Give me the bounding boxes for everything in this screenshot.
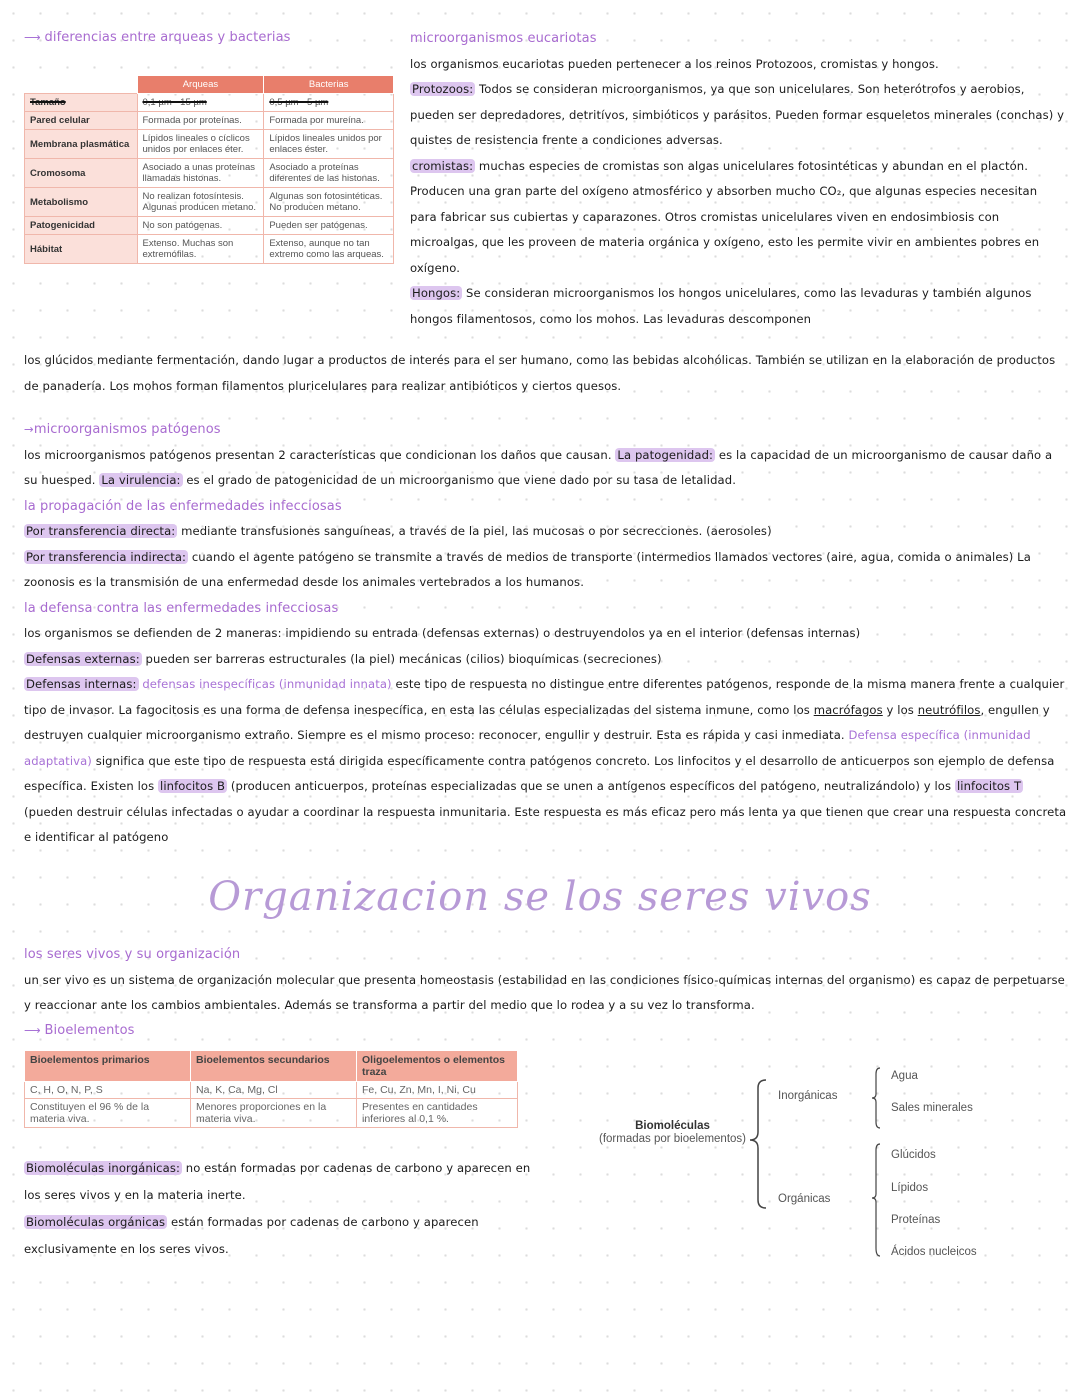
defensas-internas-label: Defensas internas:: [26, 677, 137, 691]
arrow-icon: →: [24, 422, 34, 436]
patogenos-section: [24, 417, 1069, 851]
table-row: Constituyen el 96 % de la materia viva. Menores proporciones en la materia viva. Presentes en cantidades inferiores al 0,1 %.: [25, 1099, 518, 1128]
table-header-bacterias: Bacterias: [264, 76, 394, 94]
indirecta-label: Por transferencia indirecta:: [26, 549, 187, 564]
inespecificas-label: defensas inespecíficas (inmunidad innata): [142, 677, 392, 691]
scheme-item-sales: Sales minerales: [891, 1102, 973, 1114]
arrow-icon: ⟶: [24, 1022, 41, 1037]
bioelementos-title: ⟶ Bioelementos: [24, 1022, 135, 1038]
table-header-primarios: Bioelementos primarios: [25, 1051, 191, 1082]
defensa-title: la defensa contra las enfermedades infecciosas: [24, 600, 339, 616]
page-title: Organizacion se los seres vivos: [208, 874, 872, 920]
indirecta-paragraph: Por transferencia indirecta: cuando el agente patógeno se transmite a través de medios de transporte (intermedios llamados vectores (aire, agua, comida o animales) La zoonosis es la transmisión de una enfermedad desde los animales vertebrados a los humanos.: [24, 549, 1031, 589]
table-row: Pared celular Formada por proteínas. Formada por mureína.: [25, 112, 394, 130]
cromistas-paragraph: cromistas: muchas especies de cromistas son algas unicelulares fotosintéticas y abundan en el plactón. Producen una gran parte del oxígeno atmosférico y absorben mucho CO₂, que algunas especies necesitan para fabricar sus cubiertas y caparazones. Otros cromistas unicelulares viven en endosimbiosis con microalgas, que les proveen de materia orgánica y oxígeno, esto les permite vivir en ambientes pobres en oxígeno.: [410, 158, 1040, 275]
inorganicas-paragraph: Biomoléculas inorgánicas: no están formadas por cadenas de carbono y aparecen en los seres vivos y en la materia inerte.: [24, 1161, 531, 1202]
eucariotas-title: microorganismos eucariotas: [410, 31, 597, 46]
table-header-oligoelementos: Oligoelementos o elementos traza: [357, 1051, 518, 1082]
scheme-inorganicas: Inorgánicas: [778, 1090, 838, 1102]
scheme-organicas: Orgánicas: [778, 1193, 831, 1205]
protozoos-paragraph: Protozoos: Todos se consideran microorganismos, ya que son unicelulares. Son heterótrofos y aerobios, pueden ser depredadores, detritívos, simbióticos y parásitos. Pueden formar esqueletos minerales (conchas) y quistes de resistencia frente a condiciones adversas.: [410, 82, 1065, 147]
table-row: Cromosoma Asociado a unas proteínas llamadas histonas. Asociado a proteínas diferentes de las histonas.: [25, 159, 394, 188]
table-row: Metabolismo No realizan fotosíntesis. Algunas producen metano. Algunas son fotosintéticas. No producen metano.: [25, 188, 394, 217]
defensas-externas-label: Defensas externas:: [26, 651, 140, 666]
eucariotas-intro: los organismos eucariotas pueden pertenecer a los reinos Protozoos, cromistas y hongos.: [410, 56, 939, 71]
table-row: Patogenicidad No son patógenas. Pueden ser patógenas.: [25, 217, 394, 235]
linfocitos-t-term: linfocitos T: [956, 779, 1022, 793]
table-row: Tamaño 0,1 µm - 15 µm 0,5 µm - 5 µm: [25, 94, 394, 112]
directa-label: Por transferencia directa:: [26, 524, 176, 538]
table-header-secundarios: Bioelementos secundarios: [191, 1051, 357, 1082]
seres-vivos-section: [24, 942, 1069, 1042]
hongos-paragraph: Hongos: Se consideran microorganismos los hongos unicelulares, como las levaduras y también algunos hongos filamentosos, como los mohos. Las levaduras descomponen: [410, 286, 1032, 326]
patogenidad-label: La patogenidad:: [617, 447, 714, 462]
directa-paragraph: Por transferencia directa: mediante transfusiones sanguíneas, a través de la piel, las mucosas o por secrecciones. (aerosoles): [26, 524, 772, 538]
linfocitos-b-term: linfocitos B: [160, 779, 226, 793]
biomoleculas-text: [24, 1155, 544, 1263]
protozoos-label: Protozoos:: [412, 82, 474, 96]
defensas-internas-paragraph: Defensas internas: defensas inespecíficas (inmunidad innata) este tipo de respuesta no distingue entre diferentes patógenos, responde de la misma manera frente a cualquier tipo de invasor. La fagocitosis es una forma de defensa inespecífica, en esta las células especializadas del sistema inmune, como los macrófagos y los neutrófilos, engullen y destruyen cualquier microorganismo extraño. Siempre es el mismo proceso: reconocer, engullir y destruir. Esta es rápida y casi inmediata. Defensa específica (inmunidad adaptativa) significa que este tipo de respuesta está dirigida específicamente contra patógenos concreto. Los linfocitos y el desarrollo de anticuerpos son ejemplo de defensa específica. Existen los linfocitos B (producen anticuerpos, proteínas especializadas que se unen a antígenos específicos del patógeno, neutralizándolo) y los linfocitos T (pueden destruir células infectadas o ayudar a coordinar la respuesta inmunitaria. Este respuesta es más eficaz pero más lenta ya que tienen que crear una respuesta concreta e identificar al patógeno: [24, 677, 1067, 844]
defensas-externas-paragraph: Defensas externas: pueden ser barreras estructurales (la piel) mecánicas (cilios) bioquímicas (secreciones): [26, 651, 662, 666]
inorganicas-label: Biomoléculas inorgánicas:: [26, 1161, 180, 1175]
table-row: Membrana plasmática Lípidos lineales o cíclicos unidos por enlaces éter. Lípidos lineales unidos por enlaces éster.: [25, 130, 394, 159]
defensa-intro: los organismos se defienden de 2 maneras: impidiendo su entrada (defensas externas) o destruyendolos ya en el interior (defensas internas): [24, 626, 861, 640]
propagacion-title: la propagación de las enfermedades infecciosas: [24, 498, 342, 514]
arrow-icon: ⟶: [24, 30, 41, 44]
organicas-label: Biomoléculas orgánicas: [26, 1215, 166, 1229]
arqueas-bacterias-table: [24, 75, 394, 264]
hongos-continuation: los glúcidos mediante fermentación, dando lugar a productos de interés para el ser humano, como las bebidas alcohólicas. También se utilizan en la elaboración de productos de panadería. Los mohos forman filamentos pluricelulares para realizar antibióticos y ciertos quesos.: [24, 353, 1056, 393]
table-row: C, H, O, N, P, S Na, K, Ca, Mg, Cl Fe, Cu, Zn, Mn, I, Ni, Cu: [25, 1082, 518, 1099]
scheme-item-acidos: Ácidos nucleicos: [891, 1246, 977, 1258]
seres-vivos-paragraph: un ser vivo es un sistema de organización molecular que presenta homeostasis (estabilidad en las condiciones físico-químicas internas del organismo) es capaz de perpetuarse y reaccionar ante los cambios ambientales. Además se transforma a partir del medio que lo rodea y a su vez lo transforma.: [24, 972, 1065, 1012]
section-title-arqueas-bacterias: ⟶ diferencias entre arqueas y bacterias: [24, 30, 291, 45]
patogenos-title: →microorganismos patógenos: [24, 422, 221, 437]
table-header-arqueas: Arqueas: [137, 76, 264, 94]
macrofagos-term: macrófagos: [813, 702, 883, 717]
scheme-item-agua: Agua: [891, 1070, 918, 1082]
cromistas-label: cromistas:: [412, 158, 474, 173]
table-corner: [25, 76, 138, 94]
scheme-item-lipidos: Lípidos: [891, 1182, 929, 1194]
seres-vivos-title: los seres vivos y su organización: [24, 947, 241, 962]
patogenos-paragraph: los microorganismos patógenos presentan 2 características que condicionan los daños que causan. La patogenidad: es la capacidad de un microorganismo de causar daño a su huesped. La virulencia: es el grado de patogenicidad de un microorganismo que viene dado por su tasa de letalidad.: [24, 447, 1053, 487]
biomoleculas-scheme: [580, 1060, 1060, 1270]
bioelementos-table: [24, 1050, 518, 1128]
eucariotas-section: [410, 26, 1065, 332]
organicas-paragraph: Biomoléculas orgánicas están formadas por cadenas de carbono y aparecen exclusivamente en los seres vivos.: [24, 1215, 479, 1256]
especifica-label: Defensa específica (inmunidad adaptativa): [24, 728, 1031, 768]
hongos-label: Hongos:: [412, 286, 461, 300]
scheme-root: Biomoléculas (formadas por bioelementos): [598, 1120, 746, 1145]
table-row: Hábitat Extenso. Muchas son extremófilas. Extenso, aunque no tan extremo como las arqueas.: [25, 235, 394, 264]
virulencia-label: La virulencia:: [101, 473, 181, 487]
scheme-item-glucidos: Glúcidos: [891, 1149, 936, 1161]
scheme-item-proteinas: Proteínas: [891, 1214, 941, 1226]
neutrofilos-term: neutrófilos: [917, 702, 981, 717]
